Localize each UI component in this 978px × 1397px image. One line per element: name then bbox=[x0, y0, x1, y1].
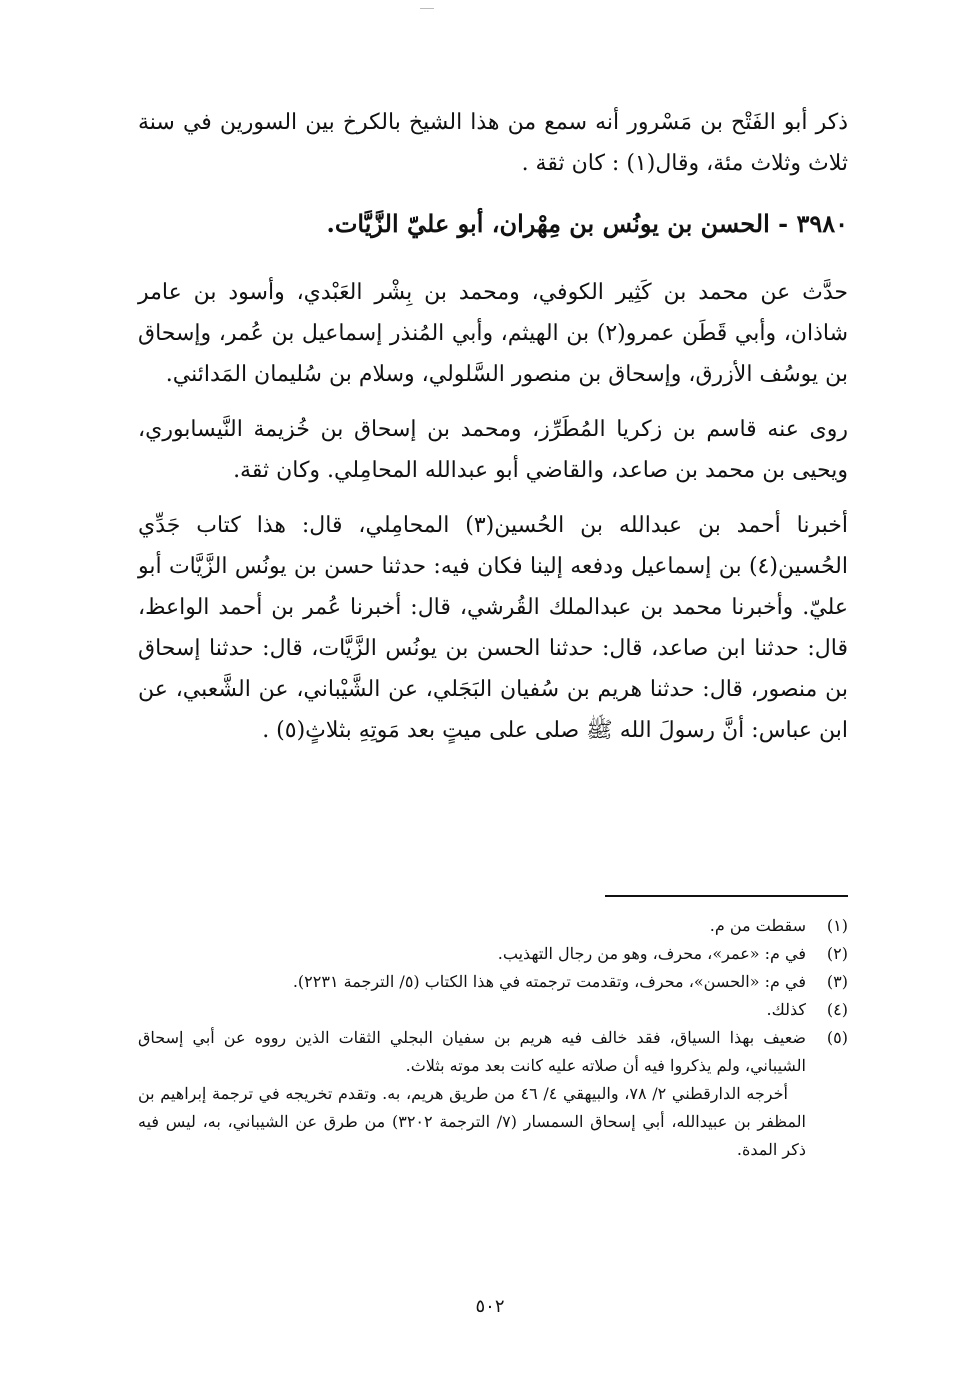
footnote-text: كذلك. bbox=[766, 1000, 806, 1019]
footnote-number: (٤) bbox=[826, 1000, 848, 1019]
footnote-number: (٢) bbox=[826, 944, 848, 963]
footnote-text: في م: «الحسن»، محرف، وتقدمت ترجمته في هذا الكتاب (٥/ الترجمة ٢٢٣١). bbox=[292, 972, 806, 991]
footnote-number: (٥) bbox=[826, 1028, 848, 1047]
footnote-2 bbox=[138, 940, 848, 968]
footnote-text: ضعيف بهذا السياق، فقد خالف فيه هريم بن سفيان البجلي الثقات الذين رووه عن أبي إسحاق الشيباني، ولم يذكروا فيه أن صلاته عليه كانت بعد موته بثلاث. bbox=[138, 1028, 807, 1075]
footnote-text: أخرجه الدارقطني ٢/ ٧٨، والبيهقي ٤/ ٤٦ من طريق هريم، به. وتقدم تخريجه في ترجمة إبراهيم بن المظفر بن عبيدالله، أبي إسحاق السمسار (٧/ الترجمة ٣٢٠٢) من طرق عن الشيباني، به، ليس فيه ذكر المدة. bbox=[138, 1084, 806, 1159]
page-number: ٥٠٢ bbox=[475, 1296, 505, 1317]
footnote-4 bbox=[138, 996, 848, 1024]
footnote-number: (٣) bbox=[826, 972, 848, 991]
footnote-text: سقطت من م. bbox=[709, 916, 806, 935]
footnote-number: (١) bbox=[826, 916, 848, 935]
intro-paragraph: ذكر أبو الفَتْح بن مَسْرور أنه سمع من هذا الشيخ بالكرخ بين السورين في سنة ثلاث وثلاث مئة، وقال(١) : كان ثقة . bbox=[138, 110, 848, 176]
scan-mark bbox=[420, 0, 434, 9]
footnote-5 bbox=[138, 1024, 848, 1164]
footnote-3 bbox=[138, 968, 848, 996]
narrators-paragraph: حدَّث عن محمد بن كَثِير الكوفي، ومحمد بن بِشْر العَبْدي، وأسود بن عامر شاذان، وأبي قَطَن عمرو(٢) بن الهيثم، وأبي المُنذر إسماعيل بن عُمر، وإسحاق بن يوسُف الأزرق، وإسحاق بن منصور السَّلولي، وسلام بن سُليمان المَدائني. bbox=[138, 280, 848, 387]
footnote-text: في م: «عمر»، محرف، وهو من رجال التهذيب. bbox=[497, 944, 806, 963]
transmitters-paragraph: روى عنه قاسم بن زكريا المُطَرِّز، ومحمد بن إسحاق بن خُزيمة النَّيسابوري، ويحيى بن محمد بن صاعد، والقاضي أبو عبدالله المحامِلي. وكان ثقة. bbox=[138, 417, 848, 483]
main-text bbox=[138, 102, 848, 751]
footnote-divider bbox=[605, 895, 848, 897]
footnotes bbox=[138, 912, 848, 1164]
footnote-1 bbox=[138, 912, 848, 940]
entry-heading: ٣٩٨٠ - الحسن بن يونُس بن مِهْران، أبو عليّ الزَّيَّات. bbox=[326, 209, 848, 238]
hadith-paragraph: أخبرنا أحمد بن عبدالله بن الحُسين(٣) المحامِلي، قال: هذا كتاب جَدِّي الحُسين(٤) بن إسماعيل ودفعه إلينا فكان فيه: حدثنا حسن بن يونُس الزَّيَّات أبو عليّ. وأخبرنا محمد بن عبدالملك القُرشي، قال: أخبرنا عُمر بن أحمد الواعظ، قال: حدثنا ابن صاعد، قال: حدثنا الحسن بن يونُس الزَّيَّات، قال: حدثنا إسحاق بن منصور، قال: حدثنا هريم بن سُفيان البَجَلي، عن الشَّيْباني، عن الشَّعبي، عن ابن عباس: أنَّ رسولَ الله ﷺ صلى على ميتٍ بعد مَوتِهِ بثلاثٍ(٥) . bbox=[138, 513, 848, 743]
